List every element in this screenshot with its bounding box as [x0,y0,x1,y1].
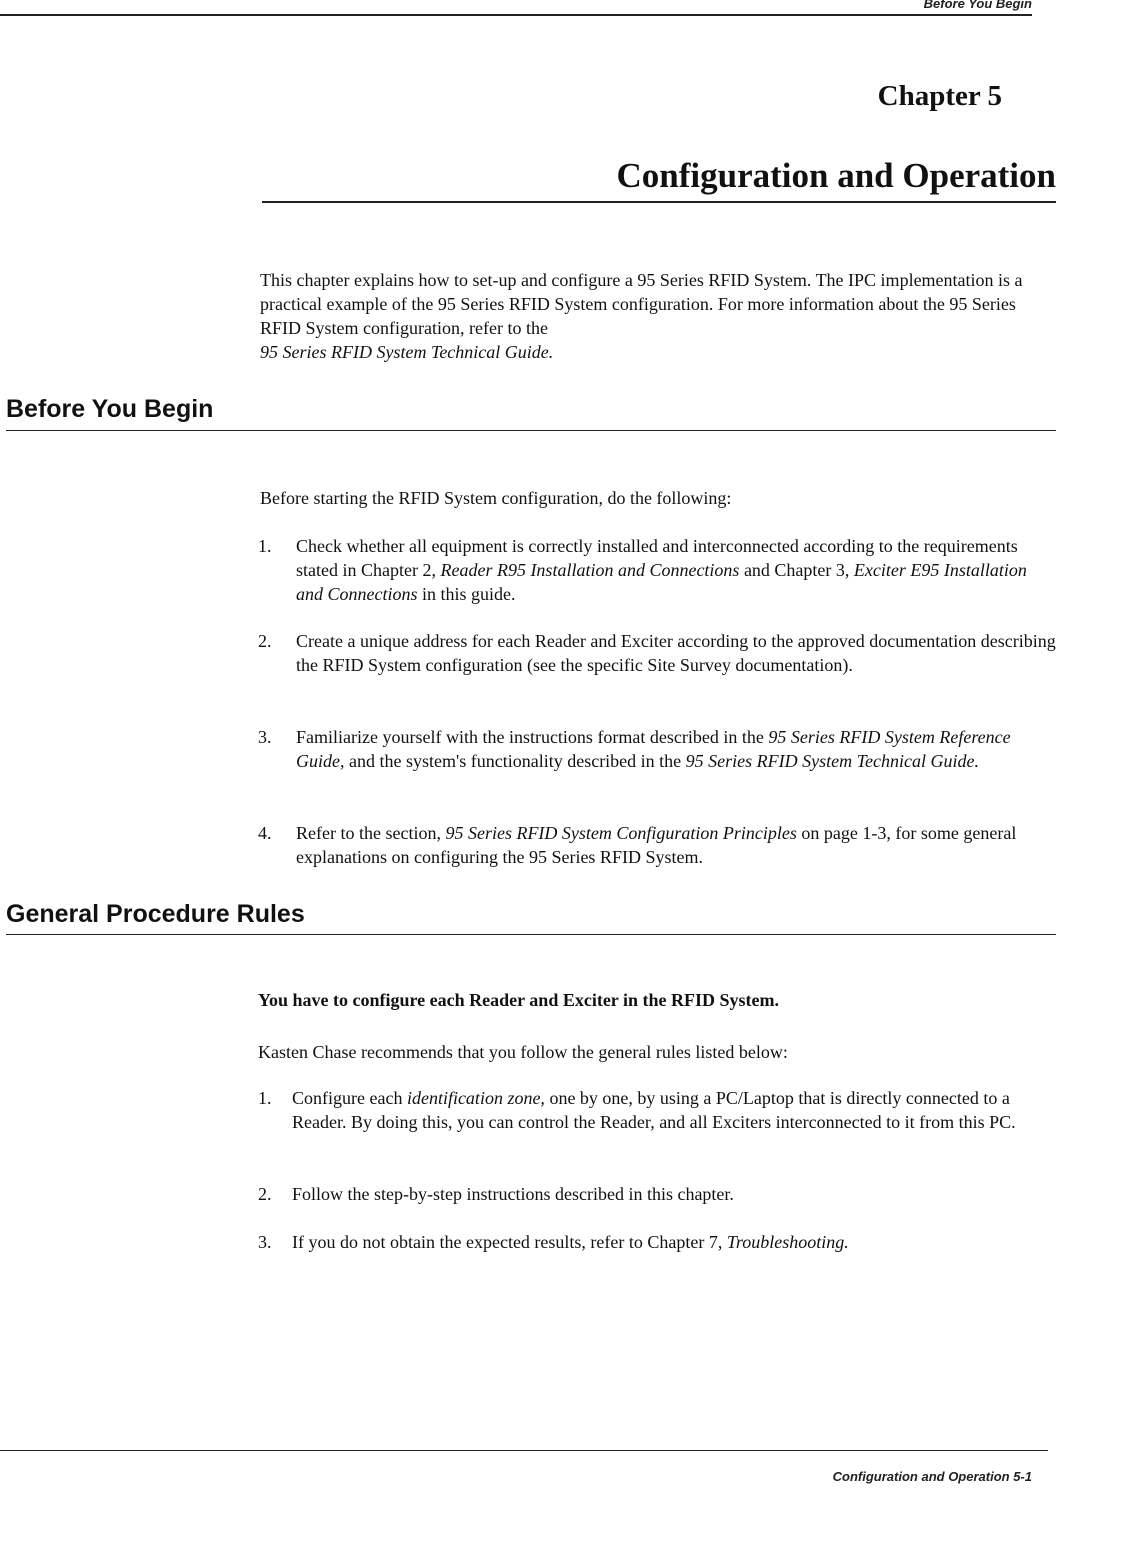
intro-text: This chapter explains how to set-up and configure a 95 Series RFID System. The IPC implementation is a practical example of the 95 Series RFID System configuration. For more information about the 95 Series RFID System configuration, refer to the [260,270,1023,338]
list-item [258,1182,1058,1206]
list-item [258,534,1058,606]
list-item [258,1230,1058,1254]
list-item [258,821,1058,869]
general-rules-statement: You have to configure each Reader and Exciter in the RFID System. [258,990,779,1010]
list-number: 3. [258,727,272,747]
chapter-title: Configuration and Operation [616,156,1056,195]
list-number: 2. [258,1184,272,1204]
chapter-title-rule [262,201,1056,203]
section-rule [6,934,1056,935]
section-heading-before-you-begin: Before You Begin [6,395,214,423]
intro-paragraph [260,268,1060,364]
list-text: Refer to the section, 95 Series RFID System Configuration Principles on page 1-3, for some general explanations on configuring the 95 Series RFID System. [296,823,1017,867]
intro-reference: 95 Series RFID System Technical Guide. [260,342,554,362]
before-you-begin-lead: Before starting the RFID System configuration, do the following: [260,488,732,508]
list-text: Configure each identification zone, one by one, by using a PC/Laptop that is directly connected to a Reader. By doing this, you can control the Reader, and all Exciters interconnected to it from this PC. [292,1088,1016,1132]
list-number: 2. [258,631,272,651]
list-number: 4. [258,823,272,843]
header-rule [0,14,1032,16]
list-text: Familiarize yourself with the instructions format described in the 95 Series RFID System Reference Guide, and the system's functionality described in the 95 Series RFID System Technical Guide. [296,727,1011,771]
list-item [258,629,1058,677]
list-text: Check whether all equipment is correctly installed and interconnected according to the requirements stated in Chapter 2, Reader R95 Installation and Connections and Chapter 3, Exciter E95 Installation and Connections in this guide. [296,536,1027,604]
list-number: 1. [258,536,272,556]
general-rules-lead: Kasten Chase recommends that you follow the general rules listed below: [258,1042,788,1062]
list-item [258,1086,1058,1134]
list-number: 3. [258,1232,272,1252]
list-number: 1. [258,1088,272,1108]
list-text: Create a unique address for each Reader and Exciter according to the approved documentation describing the RFID System configuration (see the specific Site Survey documentation). [296,631,1056,675]
chapter-label: Chapter 5 [877,80,1002,112]
section-rule [6,430,1056,431]
list-text: If you do not obtain the expected results, refer to Chapter 7, Troubleshooting. [292,1232,849,1252]
running-header: Before You Begin [923,0,1032,11]
list-item [258,725,1058,773]
list-text: Follow the step-by-step instructions described in this chapter. [292,1184,734,1204]
footer-rule [0,1450,1048,1451]
section-heading-general-procedure-rules: General Procedure Rules [6,900,305,928]
page-footer: Configuration and Operation 5-1 [832,1469,1032,1484]
